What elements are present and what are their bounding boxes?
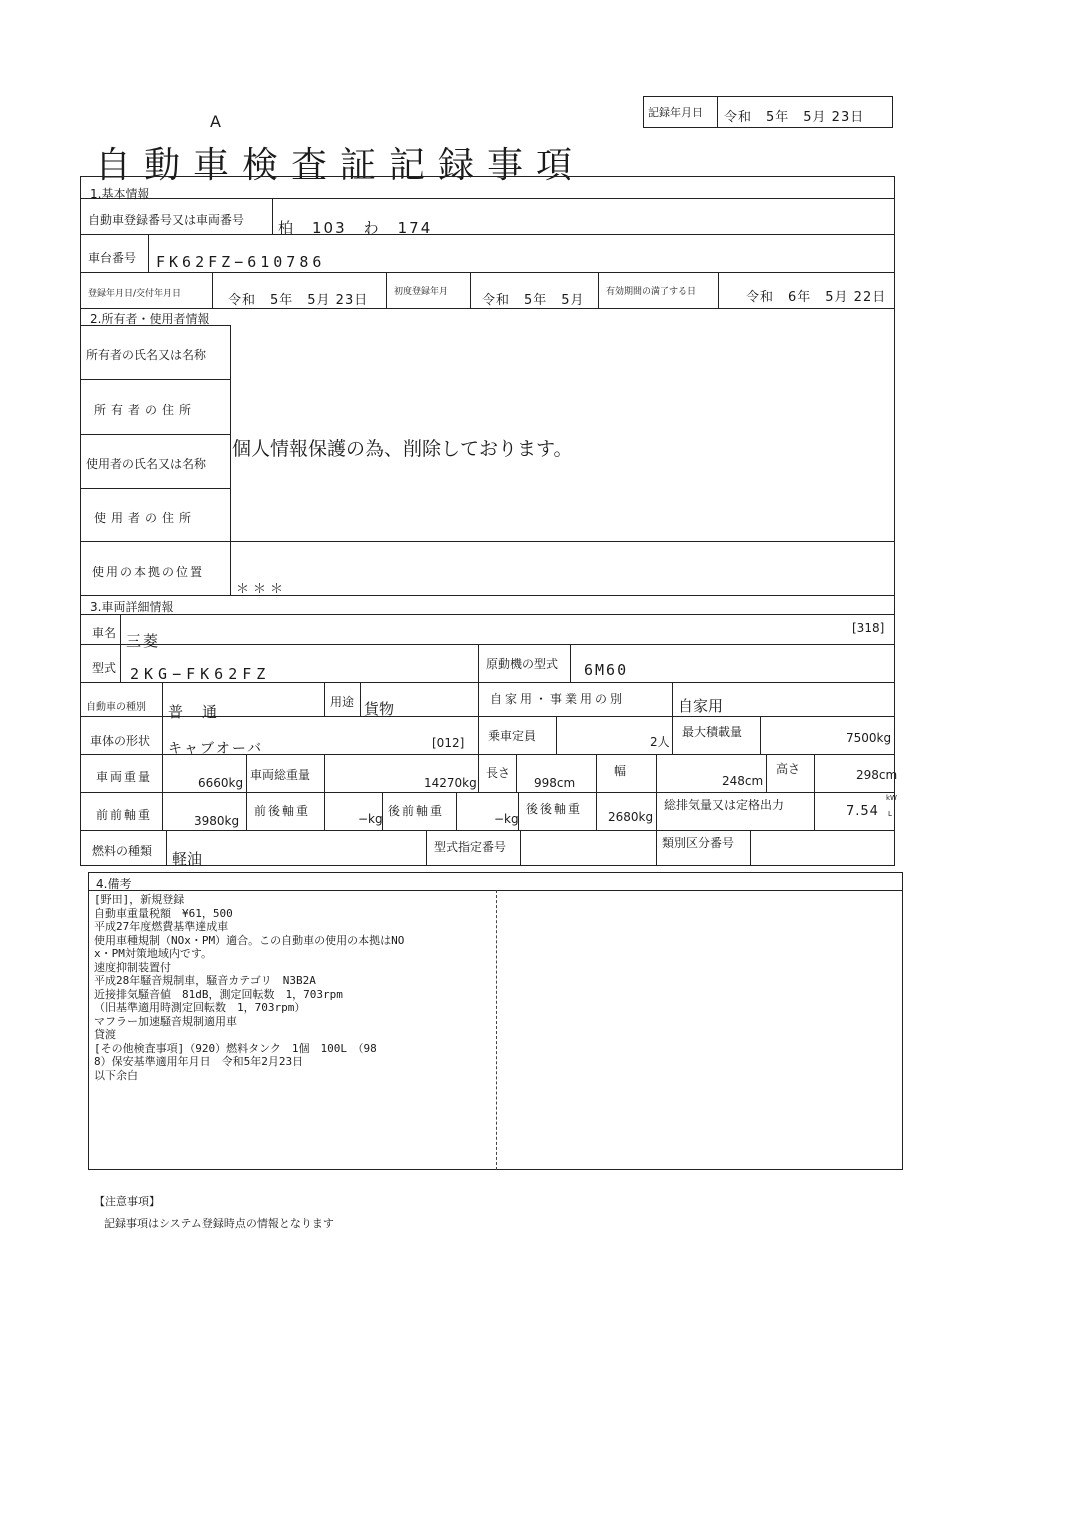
remarks-line: 以下余白 xyxy=(94,1068,138,1082)
issue-date-label: 登録年月日/交付年月日 xyxy=(88,289,182,299)
remarks-list xyxy=(94,893,404,1082)
remarks-column-divider xyxy=(496,890,497,1170)
length-label: 長さ xyxy=(486,766,511,780)
displacement-unit-l: L xyxy=(888,810,892,818)
type-no-label: 型式指定番号 xyxy=(434,840,507,854)
displacement-unit-kw: kW xyxy=(886,794,897,802)
use-label: 用途 xyxy=(330,695,355,709)
capacity-value: 2人 xyxy=(650,735,670,749)
fuel-label: 燃料の種類 xyxy=(92,844,153,858)
width-label: 幅 xyxy=(614,764,627,778)
max-load-value: 7500kg xyxy=(846,731,892,745)
fr-axle-label: 前後軸重 xyxy=(254,804,311,818)
length-value: 998cm xyxy=(534,776,576,790)
body-label: 車体の形状 xyxy=(90,734,151,748)
section-remarks-heading: 4.備考 xyxy=(96,877,132,891)
notes-heading: 【注意事項】 xyxy=(94,1195,160,1208)
first-reg-value: 令和 5年 5月 xyxy=(482,293,585,308)
owner-name-label: 所有者の氏名又は名称 xyxy=(86,348,207,362)
gross-weight-value: 14270kg xyxy=(424,776,477,790)
displacement-label: 総排気量又は定格出力 xyxy=(664,798,785,812)
maker-code: [318] xyxy=(852,621,885,635)
base-location-label: 使用の本拠の位置 xyxy=(92,565,205,579)
remarks-line: 8）保安基準適用年月日 令和5年2月23日 xyxy=(94,1055,304,1068)
owner-address-label: 所有者の住所 xyxy=(94,403,197,417)
use-value: 貨物 xyxy=(364,700,395,718)
section-owner-heading: 2.所有者・使用者情報 xyxy=(90,312,210,326)
rr-axle-value: 2680kg xyxy=(608,810,654,824)
class-no-label: 類別区分番号 xyxy=(662,836,735,850)
maker-value: 三菱 xyxy=(126,632,161,650)
fuel-value: 軽油 xyxy=(172,850,203,868)
document-mark: A xyxy=(210,112,221,131)
reg-no-value: 柏 103 わ 174 xyxy=(278,219,433,237)
remarks-line: [野田]，新規登録 xyxy=(94,893,185,906)
remarks-line: 平成27年度燃費基準達成車 xyxy=(94,920,229,933)
remarks-line: 近接排気騒音値 81dB，測定回転数 1，703rpm xyxy=(94,987,343,1001)
weight-value: 6660kg xyxy=(198,776,244,790)
remarks-line: 貸渡 xyxy=(94,1028,116,1041)
engine-label: 原動機の型式 xyxy=(486,657,559,671)
remarks-line: 速度抑制装置付 xyxy=(94,960,171,974)
expiry-label: 有効期間の満了する日 xyxy=(606,287,697,297)
rf-axle-value: −kg xyxy=(494,812,519,826)
issue-date-value: 令和 5年 5月 23日 xyxy=(228,293,369,308)
kind-value: 普 通 xyxy=(168,703,220,721)
privacy-notice: 個人情報保護の為、削除しております。 xyxy=(232,438,573,460)
fr-axle-value: −kg xyxy=(358,812,383,826)
ff-axle-value: 3980kg xyxy=(194,814,240,828)
remarks-line: 自動車重量税額 ¥61，500 xyxy=(94,906,233,920)
first-reg-label: 初度登録年月 xyxy=(394,287,449,297)
private-label: 自家用・事業用の別 xyxy=(490,692,626,706)
document-title: 自動車検査証記録事項 xyxy=(95,145,586,186)
user-name-label: 使用者の氏名又は名称 xyxy=(86,457,207,471)
expiry-value: 令和 6年 5月 22日 xyxy=(746,290,887,305)
notes-text: 記録事項はシステム登録時点の情報となります xyxy=(104,1217,334,1230)
model-label: 型式 xyxy=(92,661,117,675)
body-value: キャブオーバ xyxy=(168,741,264,757)
remarks-line: マフラー加速騒音規制適用車 xyxy=(94,1014,237,1028)
weight-label: 車両重量 xyxy=(96,770,153,784)
displacement-value: 7.54 xyxy=(846,804,879,819)
gross-weight-label: 車両総重量 xyxy=(250,768,311,782)
remarks-line: [その他検査事項]（920）燃料タンク 1個 100L （98 xyxy=(94,1041,377,1055)
section-basic-heading: 1.基本情報 xyxy=(90,187,150,201)
height-label: 高さ xyxy=(776,762,801,776)
base-location-value: ＊＊＊ xyxy=(236,582,288,597)
remarks-line: x・PM対策地域内です。 xyxy=(94,947,212,960)
kind-label: 自動車の種別 xyxy=(86,702,146,713)
maker-label: 車名 xyxy=(92,626,117,640)
rf-axle-label: 後前軸重 xyxy=(388,804,445,818)
remarks-line: 使用車種規制（NOx・PM）適合。この自動車の使用の本拠はNO xyxy=(94,933,405,947)
ff-axle-label: 前前軸重 xyxy=(96,808,153,822)
record-date-label: 記録年月日 xyxy=(648,106,703,119)
remarks-line: 平成28年騒音規制車，騒音カテゴリ N3B2A xyxy=(94,974,316,987)
width-value: 248cm xyxy=(722,774,764,788)
chassis-value: FK62FZ−610786 xyxy=(156,253,326,271)
record-date-value: 令和 5年 5月 23日 xyxy=(724,110,865,125)
max-load-label: 最大積載量 xyxy=(682,725,743,739)
rr-axle-label: 後後軸重 xyxy=(526,802,583,816)
user-address-label: 使用者の住所 xyxy=(94,511,197,525)
model-value: 2KG−FK62FZ xyxy=(130,665,271,683)
reg-no-label: 自動車登録番号又は車両番号 xyxy=(88,213,245,227)
height-value: 298cm xyxy=(856,768,898,782)
remarks-line: （旧基準適用時測定回転数 1，703rpm） xyxy=(94,1001,306,1014)
section-vehicle-heading: 3.車両詳細情報 xyxy=(90,600,174,614)
chassis-label: 車台番号 xyxy=(88,251,137,265)
private-value: 自家用 xyxy=(678,697,724,715)
capacity-label: 乗車定員 xyxy=(488,729,537,743)
body-code: [012] xyxy=(432,736,465,750)
engine-value: 6M60 xyxy=(584,661,629,679)
main-table-frame xyxy=(80,176,898,866)
